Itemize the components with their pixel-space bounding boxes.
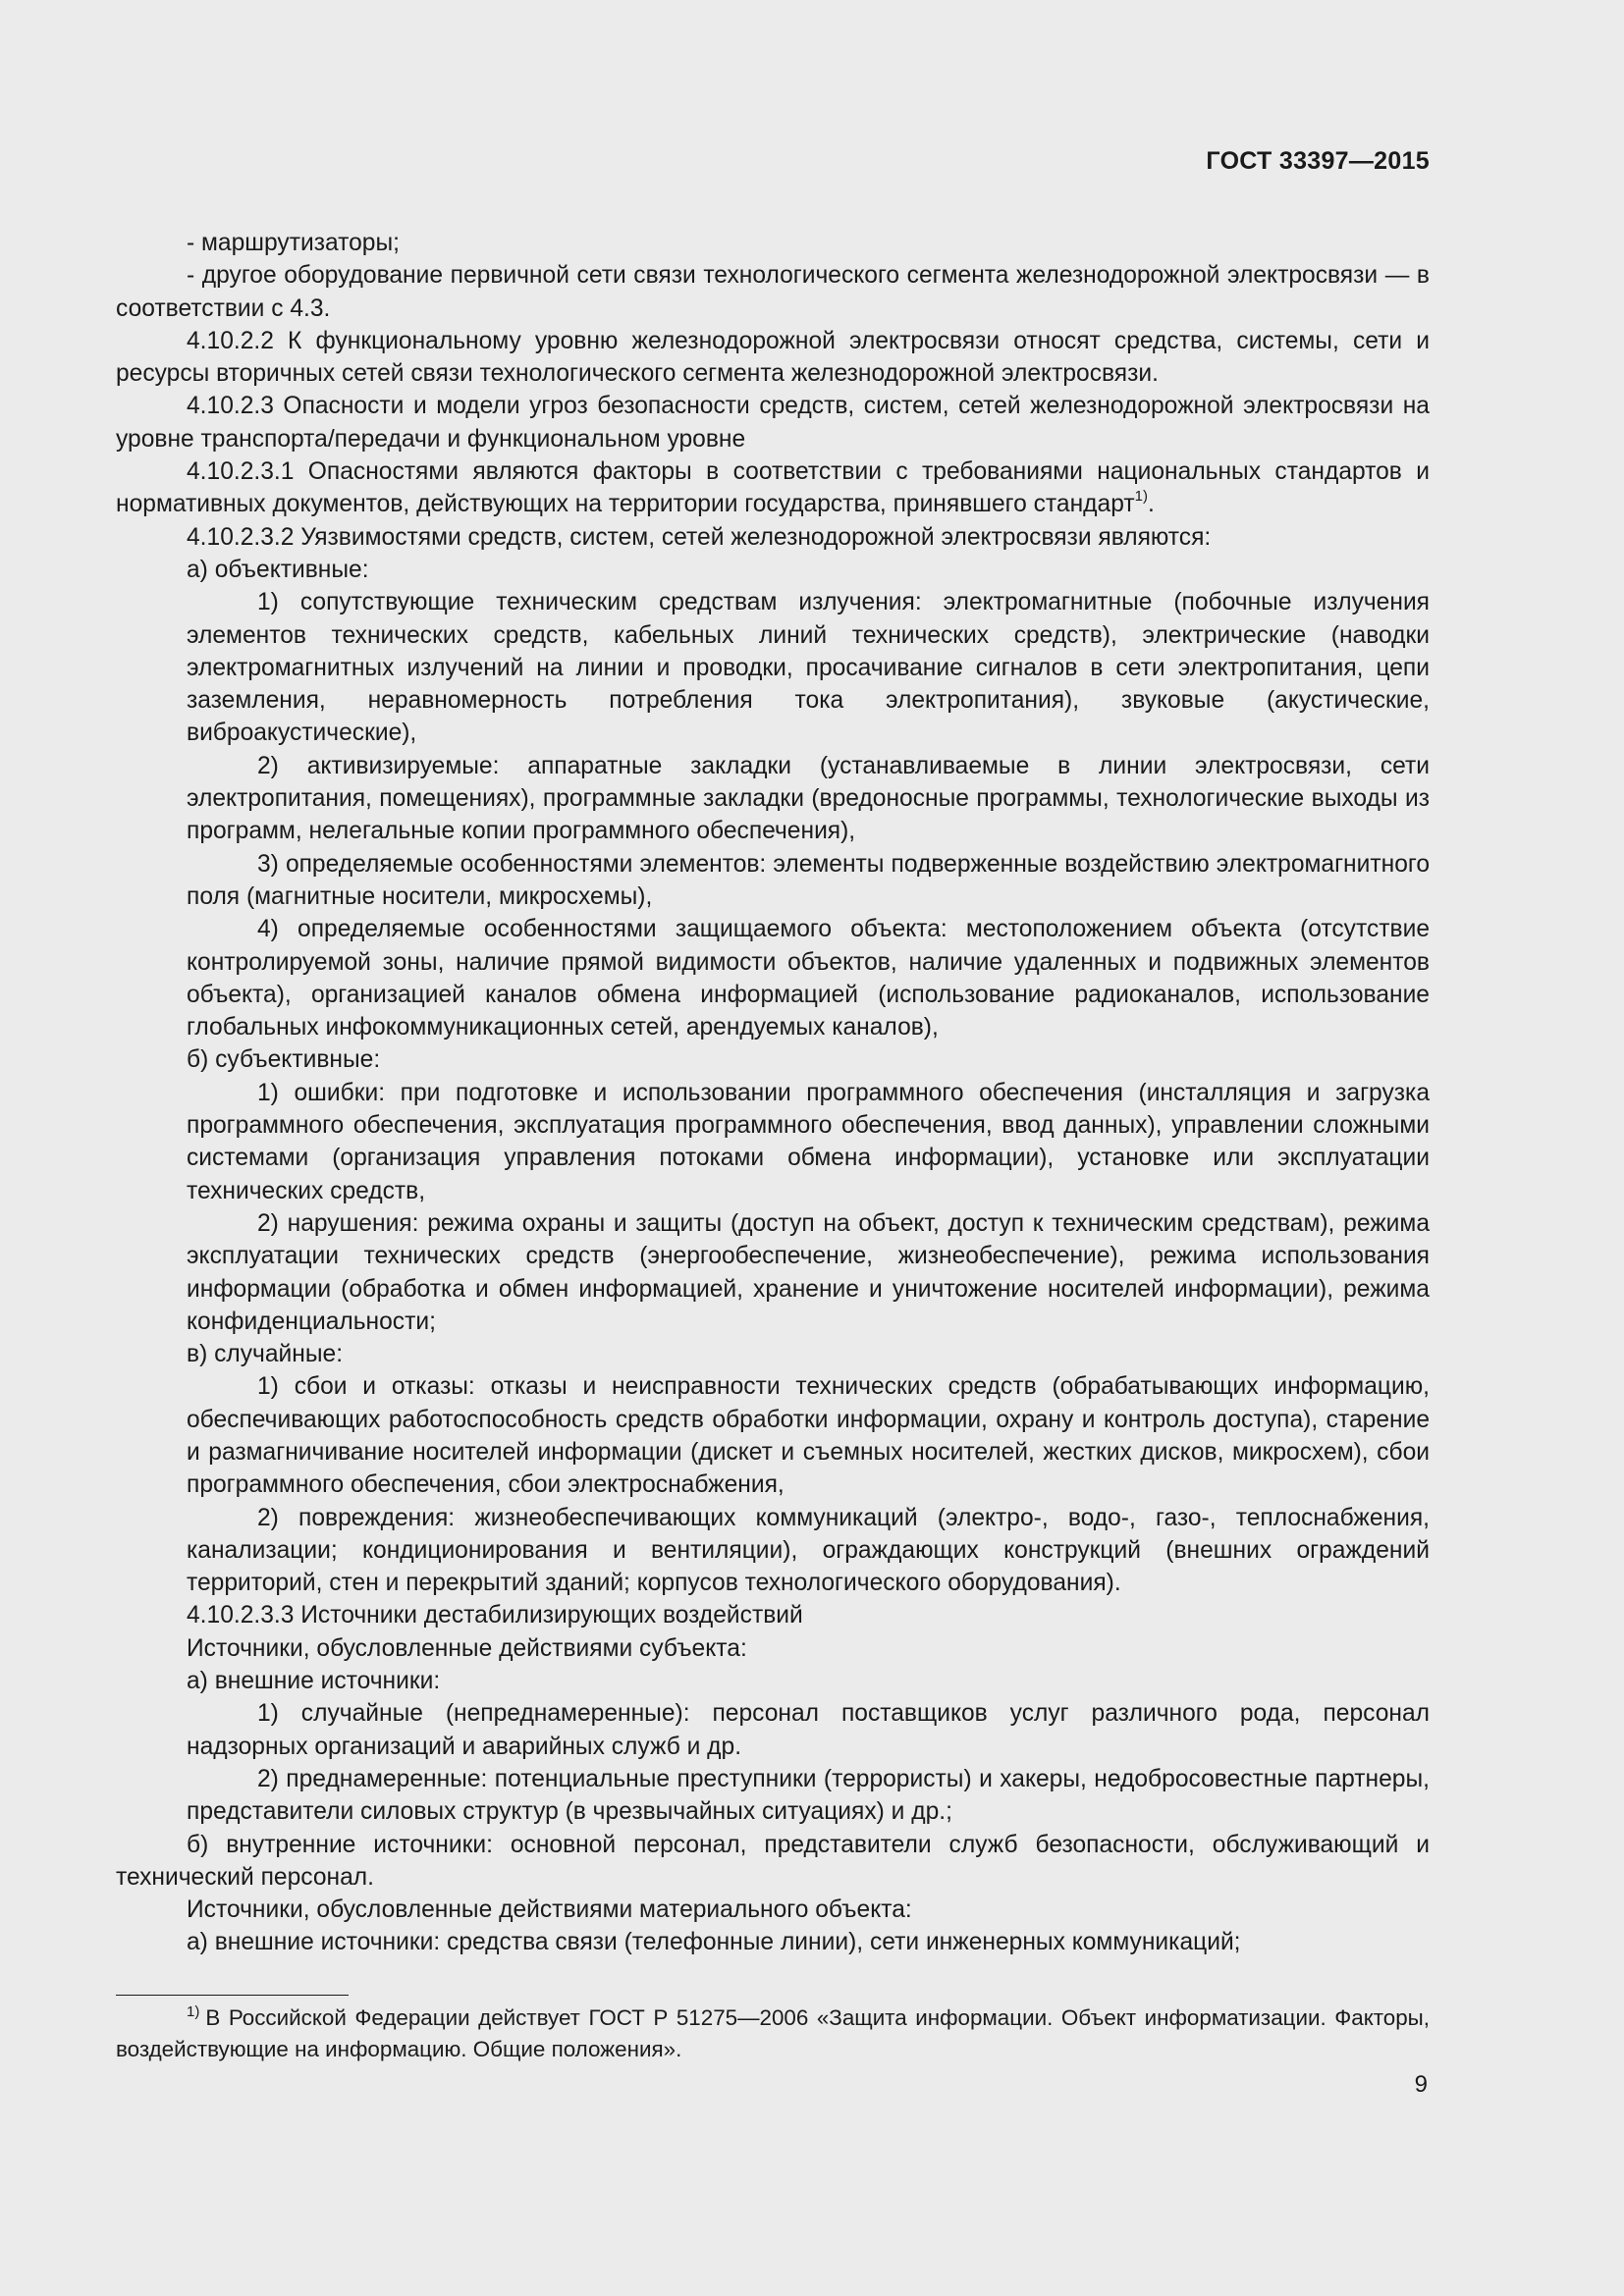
paragraph-4-10-2-3: 4.10.2.3 Опасности и модели угроз безопасности средств, систем, сетей железнодорожной электросвязи на уровне транспорта/передачи и функциональном уровне <box>116 393 1430 453</box>
footnote-text: В Российской Федерации действует ГОСТ Р 51275—2006 «Защита информации. Объект информатизации. Факторы, воздействующие на информацию. Общие положения». <box>116 2005 1430 2061</box>
list-item-subjective: б) субъективные: <box>187 1046 381 1074</box>
paragraph-4-10-2-2: 4.10.2.2 К функциональному уровню железнодорожной электросвязи относят средства, системы, сети и ресурсы вторичных сетей связи технологического сегмента железнодорожной электросвязи. <box>116 327 1430 388</box>
footnote-reference: 1) <box>1134 488 1148 506</box>
list-item-random-2: 2) повреждения: жизнеобеспечивающих коммуникаций (электро-, водо-, газо-, теплоснабжения, канализации; кондиционирования и вентиляции), ограждающих конструкций (внешних ограждений территорий, стен и перекрытий зданий; корпусов технологического оборудования). <box>187 1504 1430 1597</box>
list-item-internal-sources: б) внутренние источники: основной персонал, представители служб безопасности, обслуживающий и технический персонал. <box>116 1831 1430 1891</box>
footnote-mark: 1) <box>187 2003 200 2020</box>
list-item-objective-3: 3) определяемые особенностями элементов: элементы подверженные воздействию электромагнитного поля (магнитные носители, микросхемы), <box>187 850 1430 910</box>
document-body <box>116 227 1430 1959</box>
list-item-objective-4: 4) определяемые особенностями защищаемого объекта: местоположением объекта (отсутствие контролируемой зоны, наличие прямой видимости объектов, наличие удаленных и подвижных элементов объекта), организацией каналов обмена информацией (использование радиоканалов, использование глобальных инфокоммуникационных сетей, арендуемых каналов), <box>187 916 1430 1041</box>
list-item-random-1: 1) сбои и отказы: отказы и неисправности технических средств (обрабатывающих информацию, обеспечивающих работоспособность средств обработки информации, охрану и контроль доступа), старение и размагничивание носителей информации (дискет и съемных носителей, жестких дисков, микросхем), сбои программного обеспечения, сбои электроснабжения, <box>187 1373 1430 1499</box>
list-item-external-sources: а) внешние источники: <box>187 1668 441 1695</box>
footnote-separator <box>116 1995 349 1996</box>
page-number: 9 <box>1414 2071 1428 2098</box>
footnote-reference-tail: . <box>1147 491 1155 518</box>
paragraph-4-10-2-3-1-text: 4.10.2.3.1 Опасностями являются факторы в соответствии с требованиями национальных стандартов и нормативных документов, действующих на территории государства, принявшего стандарт <box>116 458 1430 518</box>
footnote <box>116 2002 1430 2064</box>
paragraph-other-equipment: - другое оборудование первичной сети связи технологического сегмента железнодорожной электросвязи — в соответствии с 4.3. <box>116 262 1430 322</box>
paragraph-routers: - маршрутизаторы; <box>187 230 400 256</box>
paragraph-4-10-2-3-1 <box>116 455 1430 521</box>
list-item-subjective-2: 2) нарушения: режима охраны и защиты (доступ на объект, доступ к техническим средствам), режима эксплуатации технических средств (энергообеспечение, жизнеобеспечение), режима использования информации (обработка и обмен информацией, хранение и уничтожение носителей информации), режима конфиденциальности; <box>187 1209 1430 1335</box>
list-item-external-2: 2) преднамеренные: потенциальные преступники (террористы) и хакеры, недобросовестные партнеры, представители силовых структур (в чрезвычайных ситуациях) и др.; <box>187 1765 1430 1826</box>
paragraph-4-10-2-3-2: 4.10.2.3.2 Уязвимостями средств, систем, сетей железнодорожной электросвязи являются: <box>187 523 1212 551</box>
list-item-objective-2: 2) активизируемые: аппаратные закладки (устанавливаемые в линии электросвязи, сети электропитания, помещениях), программные закладки (вредоносные программы, технологические выходы из программ, нелегальные копии программного обеспечения), <box>187 752 1430 845</box>
list-item-objective-1: 1) сопутствующие техническим средствам излучения: электромагнитные (побочные излучения элементов технических средств, кабельных линий технических средств), электрические (наводки электромагнитных излучений на линии и проводки, просачивание сигналов в сети электропитания, цепи заземления, неравномерность потребления тока электропитания), звуковые (акустические, виброакустические), <box>187 589 1430 747</box>
list-item-subjective-1: 1) ошибки: при подготовке и использовании программного обеспечения (инсталляция и загрузка программного обеспечения, эксплуатация программного обеспечения, ввод данных), управлении сложными системами (организация управления потоками обмена информации), установке или эксплуатации технических средств, <box>187 1079 1430 1204</box>
paragraph-material-sources: Источники, обусловленные действиями материального объекта: <box>187 1896 912 1924</box>
page-header-standard: ГОСТ 33397—2015 <box>1206 147 1430 175</box>
paragraph-4-10-2-3-3: 4.10.2.3.3 Источники дестабилизирующих воздействий <box>187 1602 803 1629</box>
list-item-random: в) случайные: <box>187 1341 344 1368</box>
paragraph-subject-sources: Источники, обусловленные действиями субъекта: <box>187 1634 747 1662</box>
list-item-external-1: 1) случайные (непреднамеренные): персонал поставщиков услуг различного рода, персонал надзорных организаций и аварийных служб и др. <box>187 1700 1430 1760</box>
list-item-material-external: а) внешние источники: средства связи (телефонные линии), сети инженерных коммуникаций; <box>187 1929 1241 1956</box>
list-item-objective: а) объективные: <box>187 556 369 583</box>
